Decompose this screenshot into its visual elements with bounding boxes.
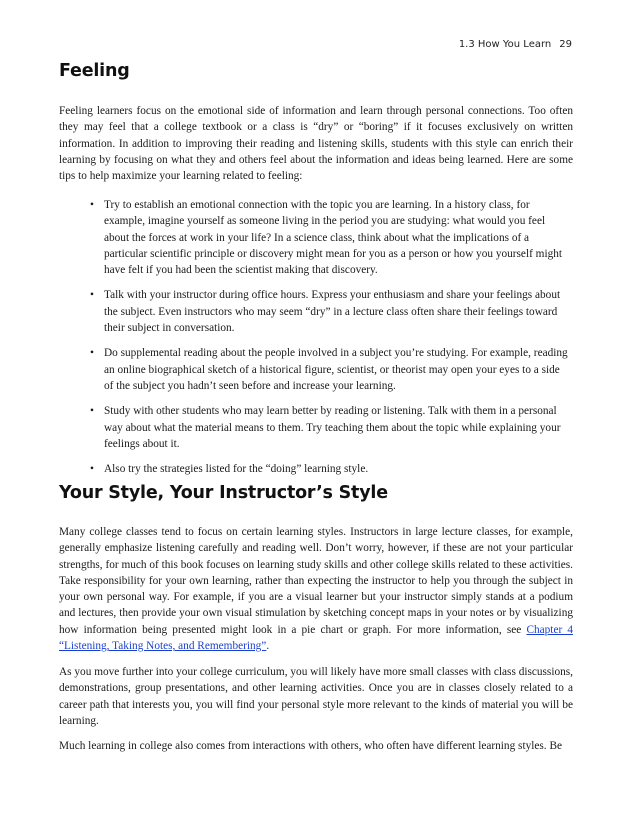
running-header [459,39,572,50]
tip-text: Do supplemental reading about the people involved in a subject you’re studying. For example, reading an online biographical sketch of a historical figure, scientist, or theorist may open your eyes to a side of the subject you hadn’t seen before and increase your learning. [104,347,568,392]
paragraph-text: Many college classes tend to focus on certain learning styles. Instructors in large lecture classes, for example, generally emphasize listening carefully and reading well. Don’t worry, however, if these are not your particular strengths, for much of this book focuses on learning study skills and other college skills related to these activities. Take responsibility for your own learning, rather than expecting the instructor to help you through the subject in your own personal way. For example, if you are a visual learner but your instructor simply stands at a podium and lectures, then provide your own visual stimulation by sketching concept maps in your notes or by visualizing how information being presented might look in a pie chart or graph. For more information, see [59,526,573,636]
feeling-intro-paragraph: Feeling learners focus on the emotional side of information and learn through personal connections. Too often they may feel that a college textbook or a class is “dry” or “boring” if it focuses exclusively on written information. In addition to improving their reading and listening skills, students with this style can enrich their learning by focusing on what they and others feel about the information and ideas being learned. Here are some tips to help maximize your learning related to feeling: [59,105,573,183]
list-item [90,197,570,278]
tip-text: Study with other students who may learn better by reading or listening. Talk with them in a personal way about what the material means to them. Try teaching them about the topic while explaining your feelings about it. [104,405,561,450]
style-paragraph-2: As you move further into your college curriculum, you will likely have more small classes with class discussions, demonstrations, group presentations, and other learning activities. Once you are in classes closely related to a career path that interests you, you will find your personal style more relevant to the kinds of material you will be learning. [59,666,573,727]
style-paragraph-3: Much learning in college also comes from interactions with others, who often have different learning styles. Be [59,740,562,752]
bullet-icon: • [90,199,94,211]
tip-text: Talk with your instructor during office hours. Express your enthusiasm and share your feelings about the subject. Even instructors who may seem “dry” in a lecture class often share their feelings toward their subject in conversation. [104,289,561,335]
paragraph-end: . [266,640,270,653]
section-title: 1.3 How You Learn [458,39,552,50]
tip-text: Also try the strategies listed for the “doing” learning style. [104,463,369,476]
chapter-4-link[interactable]: Chapter 4 “Listening, Taking Notes, and Remembering” [59,623,573,653]
heading-feeling: Feeling [59,61,130,81]
bullet-icon: • [90,463,94,476]
style-paragraph-1 [59,524,573,654]
list-item [90,461,570,477]
bullet-icon: • [90,405,94,418]
list-item [90,345,570,394]
list-item [90,287,570,336]
page-number: 29 [559,39,572,50]
bullet-icon: • [90,347,94,360]
tip-text: Try to establish an emotional connection with the topic you are learning. In a history class, for example, imagine yourself as someone living in the period you are studying: what would you feel about the forces at work in your life? In a science class, think about what the implications of a particular scientific principle or discovery might mean for you as a person or how you yourself might have felt if you had been the scientist making that discovery. [104,199,563,277]
bullet-icon: • [90,289,94,302]
list-item [90,403,570,452]
heading-your-style: Your Style, Your Instructor’s Style [59,483,388,503]
feeling-tips-list [90,197,570,486]
